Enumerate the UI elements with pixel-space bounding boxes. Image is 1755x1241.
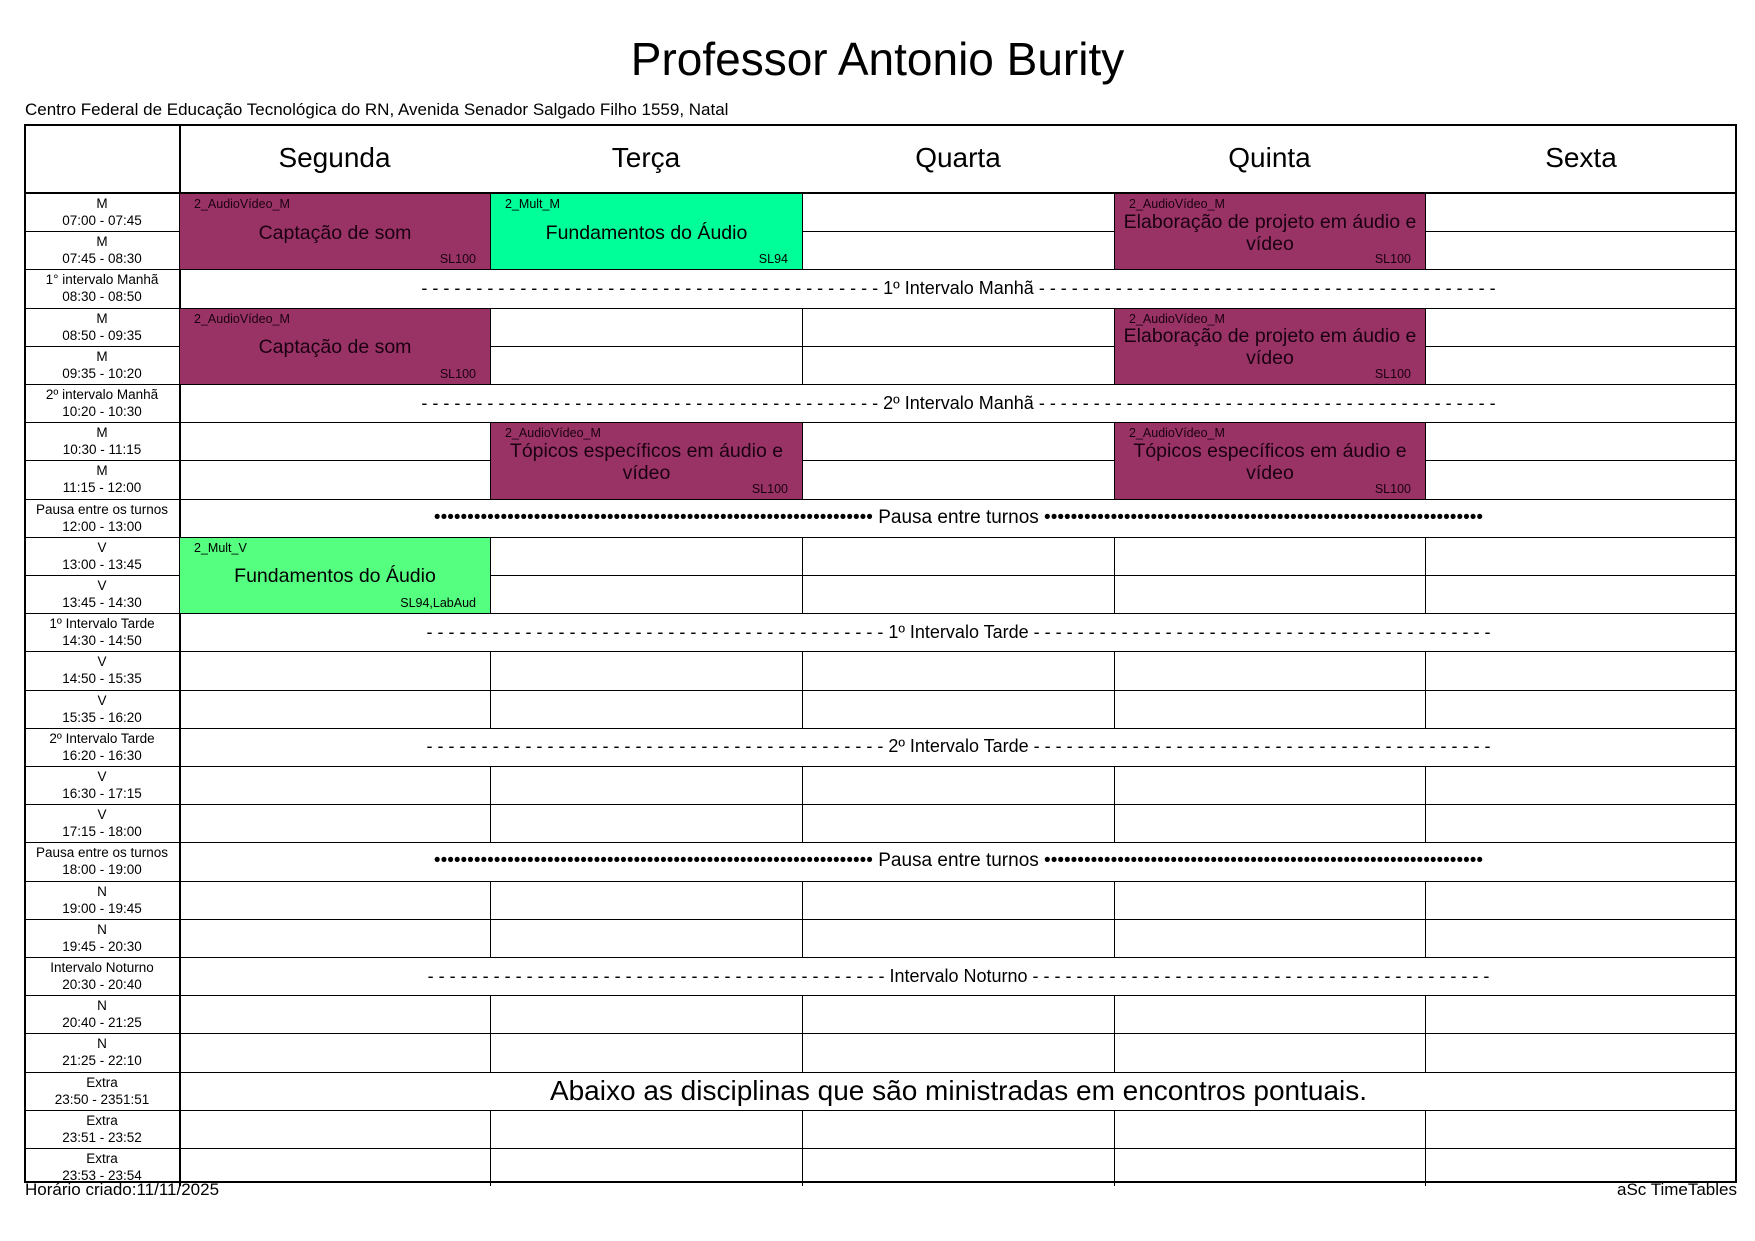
column-divider (490, 1148, 491, 1186)
period-name: V (97, 654, 107, 670)
column-divider (802, 575, 803, 613)
lesson-subject: Fundamentos do Áudio (234, 565, 436, 588)
column-divider (1425, 690, 1426, 728)
break-row-label (180, 728, 1737, 766)
lesson-card[interactable] (180, 194, 490, 269)
column-divider (802, 804, 803, 842)
break-text: •••••••••••••••••••••••••••••••••••••••••••••••••••••••••••••••••• Pausa entre turnos •••••••••••••••••••••••••••••••••••••••••••••••••••••••••••••••••• (433, 850, 1484, 872)
break-text: - - - - - - - - - - - - - - - - - - - - - - - - - - - - - - - - - - - - - - - - - - Intervalo Noturno - - - - - - - - - - - - - - - - - - - - - - - - - - - - - - - - - - - - - - - - - - (427, 965, 1490, 986)
period-time: 17:15 - 18:00 (62, 824, 142, 840)
lesson-room: SL100 (751, 481, 788, 496)
column-divider (1425, 537, 1426, 575)
period-time: 20:30 - 20:40 (62, 977, 142, 993)
period-name: 1° intervalo Manhã (45, 272, 159, 288)
period-name: M (96, 348, 108, 364)
break-text: - - - - - - - - - - - - - - - - - - - - - - - - - - - - - - - - - - - - - - - - - - 1º Intervalo Tarde - - - - - - - - - - - - - - - - - - - - - - - - - - - - - - - - - - - - - - - - - - (426, 621, 1491, 642)
column-divider (490, 575, 491, 613)
break-text: Abaixo as disciplinas que são ministradas em encontros pontuais. (549, 1074, 1368, 1106)
column-divider (490, 537, 491, 575)
period-label (26, 269, 178, 307)
period-name: V (97, 807, 107, 823)
column-divider (1425, 346, 1426, 384)
column-divider (802, 231, 803, 269)
lesson-class: 2_Mult_M (505, 197, 560, 211)
column-divider (1114, 766, 1115, 804)
row-divider (24, 690, 1737, 691)
period-name: 2º Intervalo Tarde (49, 730, 155, 746)
period-label (26, 613, 178, 651)
period-name: M (96, 234, 108, 250)
period-label (26, 499, 178, 537)
lesson-subject: Captação de som (258, 221, 412, 244)
period-time: 08:50 - 09:35 (62, 327, 142, 343)
column-divider (1114, 1110, 1115, 1148)
break-text: - - - - - - - - - - - - - - - - - - - - - - - - - - - - - - - - - - - - - - - - - - 2º Intervalo Tarde - - - - - - - - - - - - - - - - - - - - - - - - - - - - - - - - - - - - - - - - - - (426, 736, 1491, 757)
column-divider (490, 651, 491, 689)
lesson-class: 2_AudioVídeo_M (1129, 197, 1225, 211)
column-divider (802, 1110, 803, 1148)
lesson-card[interactable] (491, 423, 802, 498)
lesson-subject: Captação de som (258, 336, 412, 359)
column-divider (490, 690, 491, 728)
period-name: Intervalo Noturno (50, 960, 154, 976)
period-time: 23:50 - 2351:51 (54, 1091, 150, 1107)
row-divider (24, 1033, 1737, 1034)
column-divider (1114, 690, 1115, 728)
row-divider (24, 1148, 1737, 1149)
column-divider (802, 308, 803, 346)
break-text: - - - - - - - - - - - - - - - - - - - - - - - - - - - - - - - - - - - - - - - - - - 2º Intervalo Manhã - - - - - - - - - - - - - - - - - - - - - - - - - - - - - - - - - - - - - - - - - - (421, 392, 1496, 413)
period-name: N (97, 883, 107, 899)
period-name: M (96, 196, 108, 212)
column-divider (490, 766, 491, 804)
column-divider (490, 919, 491, 957)
period-label (26, 690, 178, 728)
period-name: N (97, 921, 107, 937)
day-header-quinta: Quinta (1228, 142, 1311, 173)
break-row-label (180, 957, 1737, 995)
column-divider (490, 881, 491, 919)
period-name: N (97, 1036, 107, 1052)
period-label (26, 995, 178, 1033)
period-time: 09:35 - 10:20 (62, 365, 142, 381)
column-divider (1425, 881, 1426, 919)
column-divider (1114, 1033, 1115, 1071)
lesson-room: SL100 (1374, 252, 1411, 267)
period-name: 2º intervalo Manhã (45, 387, 159, 403)
lesson-room: SL94,LabAud (400, 596, 476, 611)
day-header-sexta: Sexta (1545, 142, 1617, 173)
period-name: M (96, 425, 108, 441)
period-label (26, 804, 178, 842)
period-label (26, 728, 178, 766)
period-time: 20:40 - 21:25 (62, 1015, 142, 1031)
column-divider (802, 995, 803, 1033)
column-divider (802, 1148, 803, 1186)
column-divider (1114, 651, 1115, 689)
period-name: Extra (86, 1112, 118, 1128)
lesson-card[interactable] (1115, 194, 1425, 269)
period-name: V (97, 578, 107, 594)
period-time: 10:30 - 11:15 (62, 442, 142, 458)
period-time: 10:20 - 10:30 (62, 404, 142, 420)
created-date: Horário criado:11/11/2025 (25, 1180, 220, 1199)
period-name: Pausa entre os turnos (35, 845, 169, 861)
period-time: 08:30 - 08:50 (62, 289, 142, 305)
period-name: Extra (86, 1151, 118, 1167)
period-label (26, 881, 178, 919)
row-divider (24, 1110, 1737, 1111)
column-divider (1114, 575, 1115, 613)
period-time: 13:00 - 13:45 (62, 556, 142, 572)
lesson-subject: Tópicos específicos em áudio e vídeo (1133, 439, 1407, 484)
lesson-subject: Elaboração de projeto em áudio e vídeo (1123, 210, 1417, 255)
column-divider (1425, 1033, 1426, 1071)
column-divider (802, 919, 803, 957)
lesson-room: SL94 (758, 252, 788, 267)
period-time: 16:30 - 17:15 (62, 786, 142, 802)
period-label (26, 193, 178, 231)
row-divider (24, 651, 1737, 652)
lesson-card[interactable] (1115, 309, 1425, 384)
period-label (26, 1072, 178, 1110)
period-time: 12:00 - 13:00 (62, 518, 142, 534)
period-label (26, 919, 178, 957)
column-divider (802, 537, 803, 575)
column-divider (1114, 881, 1115, 919)
column-divider (802, 651, 803, 689)
lesson-card[interactable] (180, 309, 490, 384)
column-divider (490, 308, 491, 346)
column-divider (802, 193, 803, 231)
lesson-class: 2_AudioVídeo_M (1129, 426, 1225, 441)
lesson-class: 2_AudioVídeo_M (194, 311, 290, 326)
period-time: 15:35 - 16:20 (62, 709, 142, 725)
period-time: 07:00 - 07:45 (62, 213, 142, 229)
period-time: 13:45 - 14:30 (62, 595, 142, 611)
lesson-subject: Fundamentos do Áudio (545, 221, 748, 244)
break-row-label (180, 384, 1737, 422)
column-divider (802, 690, 803, 728)
column-divider (1425, 422, 1426, 460)
break-row-label (180, 842, 1737, 880)
column-divider (1425, 231, 1426, 269)
column-divider (802, 346, 803, 384)
column-divider (1114, 1148, 1115, 1186)
period-name: M (96, 310, 108, 326)
lesson-card[interactable] (180, 538, 490, 613)
column-divider (490, 1110, 491, 1148)
column-divider (490, 1033, 491, 1071)
column-divider (802, 766, 803, 804)
break-row-label (180, 613, 1737, 651)
column-divider (1425, 308, 1426, 346)
period-name: Pausa entre os turnos (35, 501, 169, 517)
period-name: Extra (86, 1074, 118, 1090)
day-header-terca: Terça (611, 142, 681, 173)
period-label (26, 231, 178, 269)
lesson-class: 2_AudioVídeo_M (505, 426, 601, 441)
period-label (26, 308, 178, 346)
row-divider (24, 919, 1737, 920)
lesson-room: SL100 (439, 252, 476, 267)
break-row-label (180, 269, 1737, 307)
break-row-label (180, 499, 1737, 537)
day-header-quarta: Quarta (915, 142, 1001, 173)
period-label (26, 384, 178, 422)
day-header-segunda: Segunda (278, 142, 391, 173)
column-divider (1425, 804, 1426, 842)
row-divider (24, 881, 1737, 882)
column-divider (1425, 460, 1426, 498)
period-time: 19:00 - 19:45 (62, 900, 142, 916)
column-divider (490, 995, 491, 1033)
period-name: V (97, 692, 107, 708)
period-time: 19:45 - 20:30 (62, 938, 142, 954)
period-time: 23:53 - 23:54 (62, 1168, 142, 1184)
period-time: 21:25 - 22:10 (62, 1053, 142, 1069)
column-divider (490, 346, 491, 384)
period-time: 16:20 - 16:30 (62, 747, 142, 763)
period-label (26, 460, 178, 498)
row-divider (24, 766, 1737, 767)
column-divider (802, 422, 803, 460)
period-label (26, 575, 178, 613)
column-divider (1425, 193, 1426, 231)
period-label (26, 957, 178, 995)
period-time: 18:00 - 19:00 (62, 862, 142, 878)
column-divider (1114, 919, 1115, 957)
lesson-room: SL100 (439, 366, 476, 381)
lesson-class: 2_AudioVídeo_M (1129, 311, 1225, 326)
lesson-card[interactable] (491, 194, 802, 269)
break-text: •••••••••••••••••••••••••••••••••••••••••••••••••••••••••••••••••• Pausa entre turnos •••••••••••••••••••••••••••••••••••••••••••••••••••••••••••••••••• (433, 506, 1484, 528)
lesson-room: SL100 (1374, 481, 1411, 496)
lesson-class: 2_AudioVídeo_M (194, 197, 290, 211)
period-time: 14:50 - 15:35 (62, 671, 142, 687)
column-divider (802, 1033, 803, 1071)
column-divider (1425, 766, 1426, 804)
column-divider (1425, 919, 1426, 957)
period-time: 11:15 - 12:00 (62, 480, 142, 496)
column-divider (1114, 537, 1115, 575)
period-name: M (96, 463, 108, 479)
period-time: 14:30 - 14:50 (62, 633, 142, 649)
lesson-subject: Elaboração de projeto em áudio e vídeo (1123, 325, 1417, 370)
row-divider (24, 995, 1737, 996)
column-divider (1425, 1148, 1426, 1186)
period-time: 07:45 - 08:30 (62, 251, 142, 267)
break-row-label (180, 1072, 1737, 1110)
period-name: V (97, 769, 107, 785)
column-divider (1425, 651, 1426, 689)
school-address: Centro Federal de Educação Tecnológica do RN, Avenida Senador Salgado Filho 1559, Natal (25, 100, 729, 119)
column-divider (490, 804, 491, 842)
column-divider (1114, 804, 1115, 842)
period-label (26, 842, 178, 880)
break-text: - - - - - - - - - - - - - - - - - - - - - - - - - - - - - - - - - - - - - - - - - - 1º Intervalo Manhã - - - - - - - - - - - - - - - - - - - - - - - - - - - - - - - - - - - - - - - - - - (421, 277, 1496, 298)
period-label (26, 1033, 178, 1071)
column-divider (802, 881, 803, 919)
period-label (26, 346, 178, 384)
column-divider (1425, 575, 1426, 613)
lesson-room: SL100 (1374, 366, 1411, 381)
period-label (26, 422, 178, 460)
period-label (26, 1110, 178, 1148)
page-title: Professor Antonio Burity (630, 33, 1125, 85)
row-divider (24, 460, 1737, 461)
column-divider (802, 460, 803, 498)
period-label (26, 537, 178, 575)
period-name: N (97, 998, 107, 1014)
column-divider (1114, 995, 1115, 1033)
lesson-subject: Tópicos específicos em áudio e vídeo (509, 439, 784, 484)
lesson-class: 2_Mult_V (194, 540, 247, 555)
column-divider (1425, 1110, 1426, 1148)
period-name: 1º Intervalo Tarde (49, 616, 155, 632)
period-time: 23:51 - 23:52 (62, 1129, 142, 1145)
software-credit: aSc TimeTables (1617, 1180, 1737, 1199)
period-label (26, 766, 178, 804)
row-divider (24, 422, 1737, 423)
column-divider (1425, 995, 1426, 1033)
period-name: V (97, 539, 107, 555)
period-label (26, 651, 178, 689)
row-divider (24, 804, 1737, 805)
lesson-card[interactable] (1115, 423, 1425, 498)
